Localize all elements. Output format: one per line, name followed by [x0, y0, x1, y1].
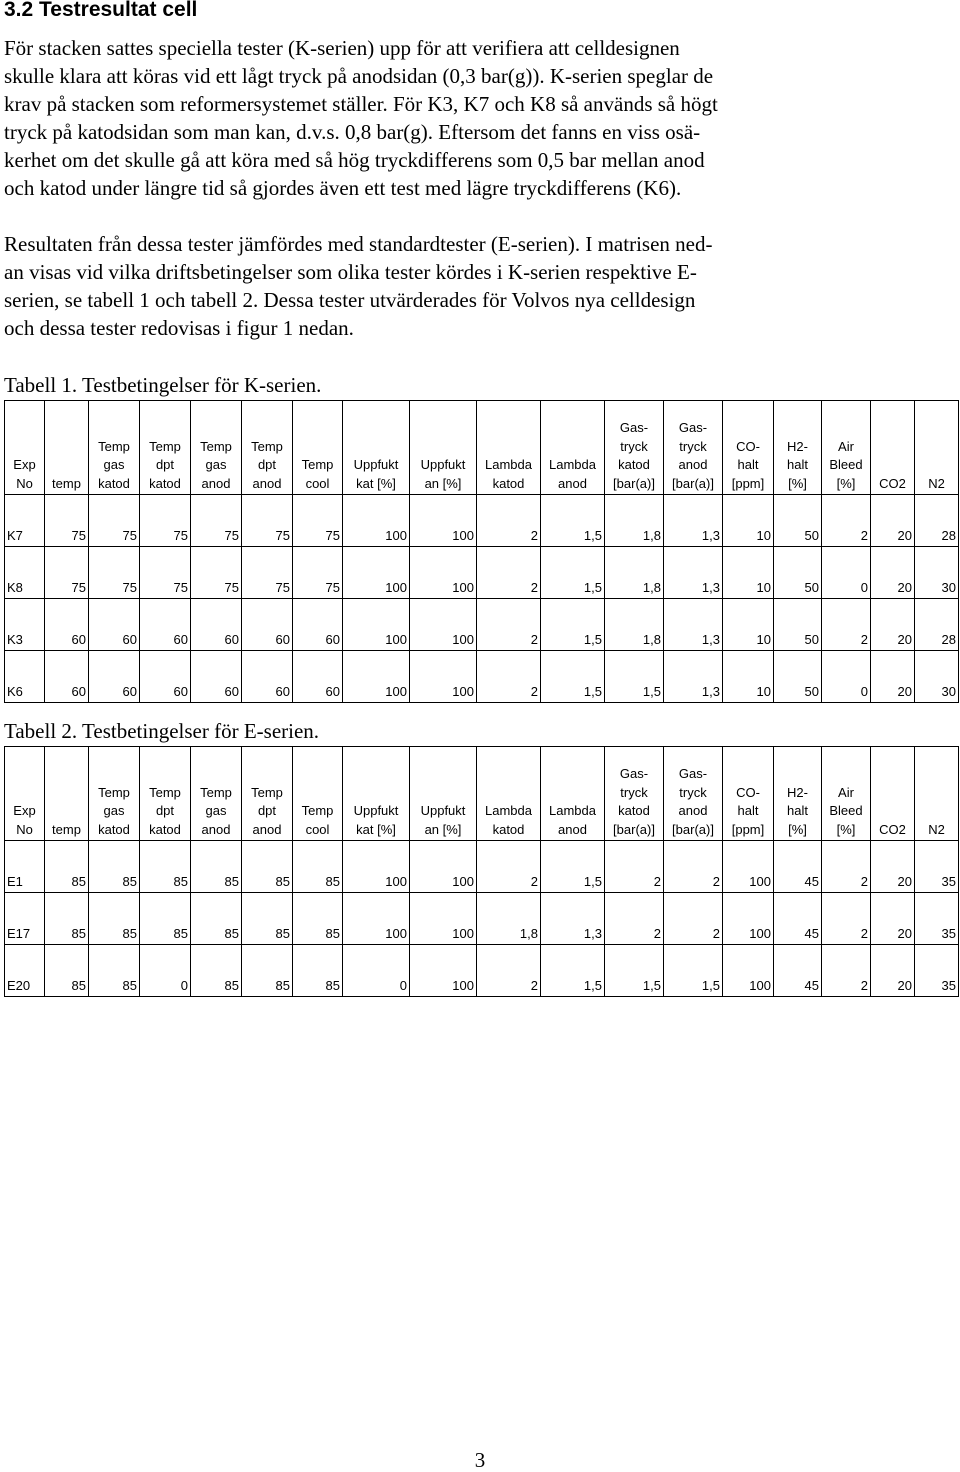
column-header-line: [ppm] [731, 475, 765, 491]
table-cell: 1,5 [664, 945, 723, 997]
column-header-line: [bar(a)] [672, 821, 714, 837]
table-cell: 20 [871, 495, 915, 547]
table-cell: 60 [242, 651, 293, 703]
paragraph-line: an visas vid vilka driftsbetingelser som olika tester kördes i K-serien respektive E- [4, 260, 697, 284]
table-cell: 1,5 [541, 651, 605, 703]
table-cell: 1,3 [541, 893, 605, 945]
paragraph-line: tryck på katodsidan som man kan, d.v.s. 0,8 bar(g). Eftersom det fanns en viss osä- [4, 120, 701, 144]
column-header-line: Exp [13, 803, 36, 818]
column-header [664, 401, 723, 495]
paragraph-line: skulle klara att köras vid ett lågt tryck på anodsidan (0,3 bar(g)). K-serien speglar de [4, 64, 714, 88]
column-header-line: CO2 [879, 821, 906, 837]
column-header [723, 401, 774, 495]
column-header-line: anod [252, 821, 282, 837]
column-header-line: cool [305, 475, 330, 491]
column-header-line: anod [558, 821, 587, 837]
table-cell: 1,5 [541, 841, 605, 893]
column-header [191, 401, 242, 495]
table-cell: 20 [871, 893, 915, 945]
table-cell: 2 [822, 599, 871, 651]
table-cell: 35 [915, 945, 959, 997]
column-header-line: katod [618, 457, 650, 472]
table-cell: 2 [664, 893, 723, 945]
table-cell: 100 [410, 495, 477, 547]
column-header-line: [%] [836, 821, 856, 837]
column-header-line: CO- [736, 784, 760, 800]
table-cell: 10 [723, 599, 774, 651]
column-header-line: Air [838, 784, 854, 800]
column-header-line: gas [205, 803, 227, 818]
column-header [89, 401, 140, 495]
column-header-line: Bleed [829, 457, 863, 472]
table-cell: 85 [242, 841, 293, 893]
column-header [774, 747, 822, 841]
column-header-line: anod [678, 803, 708, 818]
column-header-line: katod [149, 821, 181, 837]
table-cell: 85 [242, 945, 293, 997]
table-cell: 75 [89, 547, 140, 599]
table-cell: 85 [191, 893, 242, 945]
column-header-line: cool [305, 821, 330, 837]
table-cell: 30 [915, 547, 959, 599]
table-cell: 100 [723, 945, 774, 997]
table-cell: 0 [140, 945, 191, 997]
table-cell: 100 [343, 841, 410, 893]
column-header-line: [%] [788, 821, 807, 837]
column-header-line: H2- [787, 784, 808, 800]
column-header-line: No [16, 821, 33, 837]
column-header-line: Temp [149, 784, 181, 800]
table-row [5, 495, 959, 547]
column-header [191, 747, 242, 841]
column-header [242, 401, 293, 495]
table-cell: 20 [871, 547, 915, 599]
paragraph-line: Resultaten från dessa tester jämfördes med standardtester (E-serien). I matrisen ned- [4, 232, 713, 256]
column-header-line: halt [737, 457, 759, 472]
paragraph-line: och dessa tester redovisas i figur 1 nedan. [4, 316, 354, 340]
table-cell: 1,3 [664, 651, 723, 703]
table-cell: 45 [774, 841, 822, 893]
table-cell: 20 [871, 651, 915, 703]
table-cell: 1,5 [541, 547, 605, 599]
column-header-line: [bar(a)] [613, 475, 655, 491]
column-header [343, 747, 410, 841]
table-cell: 100 [410, 841, 477, 893]
column-header-line: katod [98, 475, 130, 491]
table-cell: 1,5 [605, 651, 664, 703]
column-header-line: Temp [301, 457, 334, 472]
table-cell: 2 [477, 599, 541, 651]
exp-no-cell: E17 [5, 893, 45, 945]
column-header-line: tryck [679, 784, 707, 800]
table-cell: 60 [191, 599, 242, 651]
column-header-line: an [%] [424, 475, 462, 491]
table-header-row [5, 401, 959, 495]
column-header-line: anod [201, 475, 231, 491]
table-cell: 28 [915, 599, 959, 651]
table-cell: 85 [89, 945, 140, 997]
column-header-line: gas [205, 457, 227, 472]
column-header-line: Air [838, 438, 854, 454]
table-1-caption: Tabell 1. Testbetingelser för K-serien. [4, 373, 322, 397]
table-cell: 100 [410, 599, 477, 651]
column-header-line: Temp [200, 784, 232, 800]
column-header-line: halt [787, 803, 808, 818]
table-cell: 60 [89, 651, 140, 703]
table-cell: 50 [774, 495, 822, 547]
paragraph-line: För stacken sattes speciella tester (K-serien) upp för att verifiera att celldesignen [4, 36, 680, 60]
table-cell: 75 [191, 495, 242, 547]
column-header-line: anod [558, 475, 587, 491]
table-cell: 75 [140, 495, 191, 547]
table-cell: 100 [343, 651, 410, 703]
column-header-line: anod [201, 821, 231, 837]
table-cell: 85 [45, 893, 89, 945]
column-header [605, 401, 664, 495]
table-cell: 100 [723, 841, 774, 893]
table-cell: 1,5 [541, 495, 605, 547]
table-cell: 100 [343, 547, 410, 599]
table-cell: 20 [871, 945, 915, 997]
table-cell: 2 [664, 841, 723, 893]
section-heading: 3.2 Testresultat cell [4, 0, 198, 21]
column-header-line: [%] [788, 475, 807, 491]
table-cell: 1,3 [664, 599, 723, 651]
column-header-line: Lambda [485, 803, 532, 818]
table-cell: 100 [343, 495, 410, 547]
column-header-line: Bleed [829, 803, 863, 818]
table-cell: 2 [822, 495, 871, 547]
table-cell: 85 [191, 841, 242, 893]
column-header [45, 747, 89, 841]
table-cell: 60 [89, 599, 140, 651]
table-cell: 30 [915, 651, 959, 703]
column-header-line: [bar(a)] [613, 821, 655, 837]
column-header [410, 401, 477, 495]
table-cell: 35 [915, 841, 959, 893]
table-header-row [5, 747, 959, 841]
table-cell: 100 [410, 945, 477, 997]
table-cell: 2 [822, 841, 871, 893]
exp-no-cell: K3 [5, 599, 45, 651]
column-header-line: katod [98, 821, 130, 837]
column-header [89, 747, 140, 841]
column-header [871, 747, 915, 841]
column-header [410, 747, 477, 841]
column-header-line: katod [149, 475, 181, 491]
column-header-line: Uppfukt [353, 457, 399, 472]
column-header-line: Uppfukt [420, 803, 466, 818]
table-cell: 10 [723, 547, 774, 599]
table-cell: 75 [45, 547, 89, 599]
table-cell: 85 [89, 841, 140, 893]
table-row [5, 651, 959, 703]
table-cell: 1,5 [541, 599, 605, 651]
column-header [605, 747, 664, 841]
column-header-line: anod [678, 457, 708, 472]
column-header-line: Temp [149, 438, 181, 454]
paragraph-1 [4, 34, 954, 202]
table-2 [4, 746, 959, 997]
table-cell: 85 [293, 841, 343, 893]
column-header-line: temp [52, 821, 81, 837]
column-header-line: CO2 [879, 475, 906, 491]
table-cell: 85 [191, 945, 242, 997]
table-1 [4, 400, 959, 703]
column-header [541, 747, 605, 841]
table-cell: 1,5 [605, 945, 664, 997]
table-cell: 2 [477, 841, 541, 893]
column-header-line: Lambda [549, 457, 596, 472]
table-cell: 2 [477, 651, 541, 703]
column-header-line: Lambda [485, 457, 532, 472]
exp-no-cell: E1 [5, 841, 45, 893]
table-cell: 75 [293, 547, 343, 599]
page-number: 3 [474, 1448, 486, 1472]
column-header-line: Uppfukt [353, 803, 399, 818]
table-cell: 1,3 [664, 495, 723, 547]
column-header-line: N2 [928, 475, 945, 491]
table-cell: 100 [410, 893, 477, 945]
table-cell: 85 [242, 893, 293, 945]
table-row [5, 893, 959, 945]
table-cell: 1,5 [541, 945, 605, 997]
table-cell: 60 [45, 651, 89, 703]
table-cell: 75 [89, 495, 140, 547]
table-cell: 2 [605, 841, 664, 893]
table-cell: 85 [45, 841, 89, 893]
table-cell: 45 [774, 893, 822, 945]
column-header-line: katod [492, 821, 525, 837]
column-header [915, 747, 959, 841]
table-cell: 0 [822, 547, 871, 599]
paragraph-line: och katod under längre tid så gjordes även ett test med lägre tryckdifferens (K6). [4, 176, 682, 200]
column-header-line: Temp [98, 438, 130, 454]
table-cell: 20 [871, 841, 915, 893]
column-header-line: dpt [257, 803, 277, 818]
column-header-line: [bar(a)] [672, 475, 714, 491]
column-header [45, 401, 89, 495]
table-cell: 75 [242, 495, 293, 547]
table-cell: 50 [774, 651, 822, 703]
table-cell: 60 [293, 651, 343, 703]
table-row [5, 599, 959, 651]
exp-no-cell: K6 [5, 651, 45, 703]
column-header [242, 747, 293, 841]
column-header-line: katod [618, 803, 650, 818]
column-header [293, 747, 343, 841]
table-cell: 85 [89, 893, 140, 945]
column-header [915, 401, 959, 495]
table-cell: 2 [477, 495, 541, 547]
column-header-line: [ppm] [731, 821, 765, 837]
table-cell: 60 [191, 651, 242, 703]
column-header [723, 747, 774, 841]
column-header-line: Uppfukt [420, 457, 466, 472]
exp-no-cell: K7 [5, 495, 45, 547]
column-header-line: kat [%] [356, 475, 396, 491]
column-header-line: an [%] [424, 821, 462, 837]
table-cell: 60 [140, 651, 191, 703]
table-cell: 0 [822, 651, 871, 703]
column-header-line: anod [252, 475, 282, 491]
column-header [541, 401, 605, 495]
table-cell: 1,8 [605, 599, 664, 651]
table-2-caption: Tabell 2. Testbetingelser för E-serien. [4, 719, 320, 743]
table-cell: 1,8 [477, 893, 541, 945]
column-header-line: Exp [13, 457, 36, 472]
table-cell: 0 [343, 945, 410, 997]
column-header-line: Gas- [619, 420, 649, 435]
column-header-line: Temp [98, 784, 130, 800]
column-header [871, 401, 915, 495]
table-cell: 60 [293, 599, 343, 651]
table-row [5, 547, 959, 599]
column-header-line: temp [52, 475, 81, 491]
table-cell: 20 [871, 599, 915, 651]
column-header-line: Temp [200, 438, 232, 454]
paragraph-line: krav på stacken som reformersystemet ställer. För K3, K7 och K8 så används så högt [4, 92, 718, 116]
table-cell: 60 [45, 599, 89, 651]
table-cell: 50 [774, 599, 822, 651]
table-cell: 45 [774, 945, 822, 997]
column-header-line: Gas- [619, 766, 649, 781]
table-cell: 100 [410, 651, 477, 703]
table-cell: 60 [140, 599, 191, 651]
column-header-line: dpt [155, 457, 175, 472]
table-cell: 85 [45, 945, 89, 997]
table-cell: 85 [293, 893, 343, 945]
column-header-line: halt [737, 803, 759, 818]
column-header [293, 401, 343, 495]
column-header-line: Lambda [549, 803, 596, 818]
column-header [477, 401, 541, 495]
column-header-line: gas [103, 803, 125, 818]
exp-no-cell: E20 [5, 945, 45, 997]
column-header-line: N2 [928, 821, 945, 837]
paragraph-line: serien, se tabell 1 och tabell 2. Dessa tester utvärderades för Volvos nya celldesign [4, 288, 696, 312]
column-header [822, 747, 871, 841]
table-cell: 85 [293, 945, 343, 997]
column-header [477, 747, 541, 841]
paragraph-2 [4, 230, 954, 342]
column-header [822, 401, 871, 495]
table-cell: 60 [242, 599, 293, 651]
table-cell: 35 [915, 893, 959, 945]
table-row [5, 945, 959, 997]
table-cell: 50 [774, 547, 822, 599]
table-cell: 1,8 [605, 495, 664, 547]
table-cell: 75 [191, 547, 242, 599]
table-cell: 100 [410, 547, 477, 599]
column-header-line: katod [492, 475, 525, 491]
table-cell: 10 [723, 651, 774, 703]
table-cell: 2 [477, 945, 541, 997]
table-cell: 2 [477, 547, 541, 599]
column-header [140, 747, 191, 841]
table-cell: 75 [45, 495, 89, 547]
table-cell: 85 [140, 893, 191, 945]
column-header-line: tryck [620, 784, 648, 800]
column-header-line: Gas- [678, 766, 708, 781]
column-header-line: Gas- [678, 420, 708, 435]
column-header-line: tryck [620, 438, 648, 454]
table-row [5, 841, 959, 893]
column-header-line: dpt [257, 457, 277, 472]
column-header-line: kat [%] [356, 821, 396, 837]
paragraph-line: kerhet om det skulle gå att köra med så hög tryckdifferens som 0,5 bar mellan anod [4, 148, 705, 172]
column-header [5, 747, 45, 841]
column-header [140, 401, 191, 495]
column-header [774, 401, 822, 495]
column-header-line: [%] [836, 475, 856, 491]
table-cell: 28 [915, 495, 959, 547]
table-cell: 85 [140, 841, 191, 893]
table-cell: 75 [293, 495, 343, 547]
column-header-line: Temp [251, 784, 283, 800]
table-cell: 2 [822, 893, 871, 945]
column-header-line: tryck [679, 438, 707, 454]
column-header-line: dpt [155, 803, 175, 818]
column-header-line: halt [787, 457, 808, 472]
table-cell: 2 [605, 893, 664, 945]
column-header-line: CO- [736, 438, 760, 454]
table-cell: 100 [343, 893, 410, 945]
table-cell: 2 [822, 945, 871, 997]
table-cell: 100 [723, 893, 774, 945]
column-header-line: No [16, 475, 33, 491]
column-header-line: gas [103, 457, 125, 472]
table-cell: 75 [242, 547, 293, 599]
exp-no-cell: K8 [5, 547, 45, 599]
table-cell: 1,3 [664, 547, 723, 599]
column-header-line: H2- [787, 438, 808, 454]
column-header [5, 401, 45, 495]
column-header-line: Temp [251, 438, 283, 454]
table-cell: 10 [723, 495, 774, 547]
column-header-line: Temp [301, 803, 334, 818]
table-cell: 75 [140, 547, 191, 599]
column-header [343, 401, 410, 495]
table-cell: 1,8 [605, 547, 664, 599]
table-cell: 100 [343, 599, 410, 651]
column-header [664, 747, 723, 841]
